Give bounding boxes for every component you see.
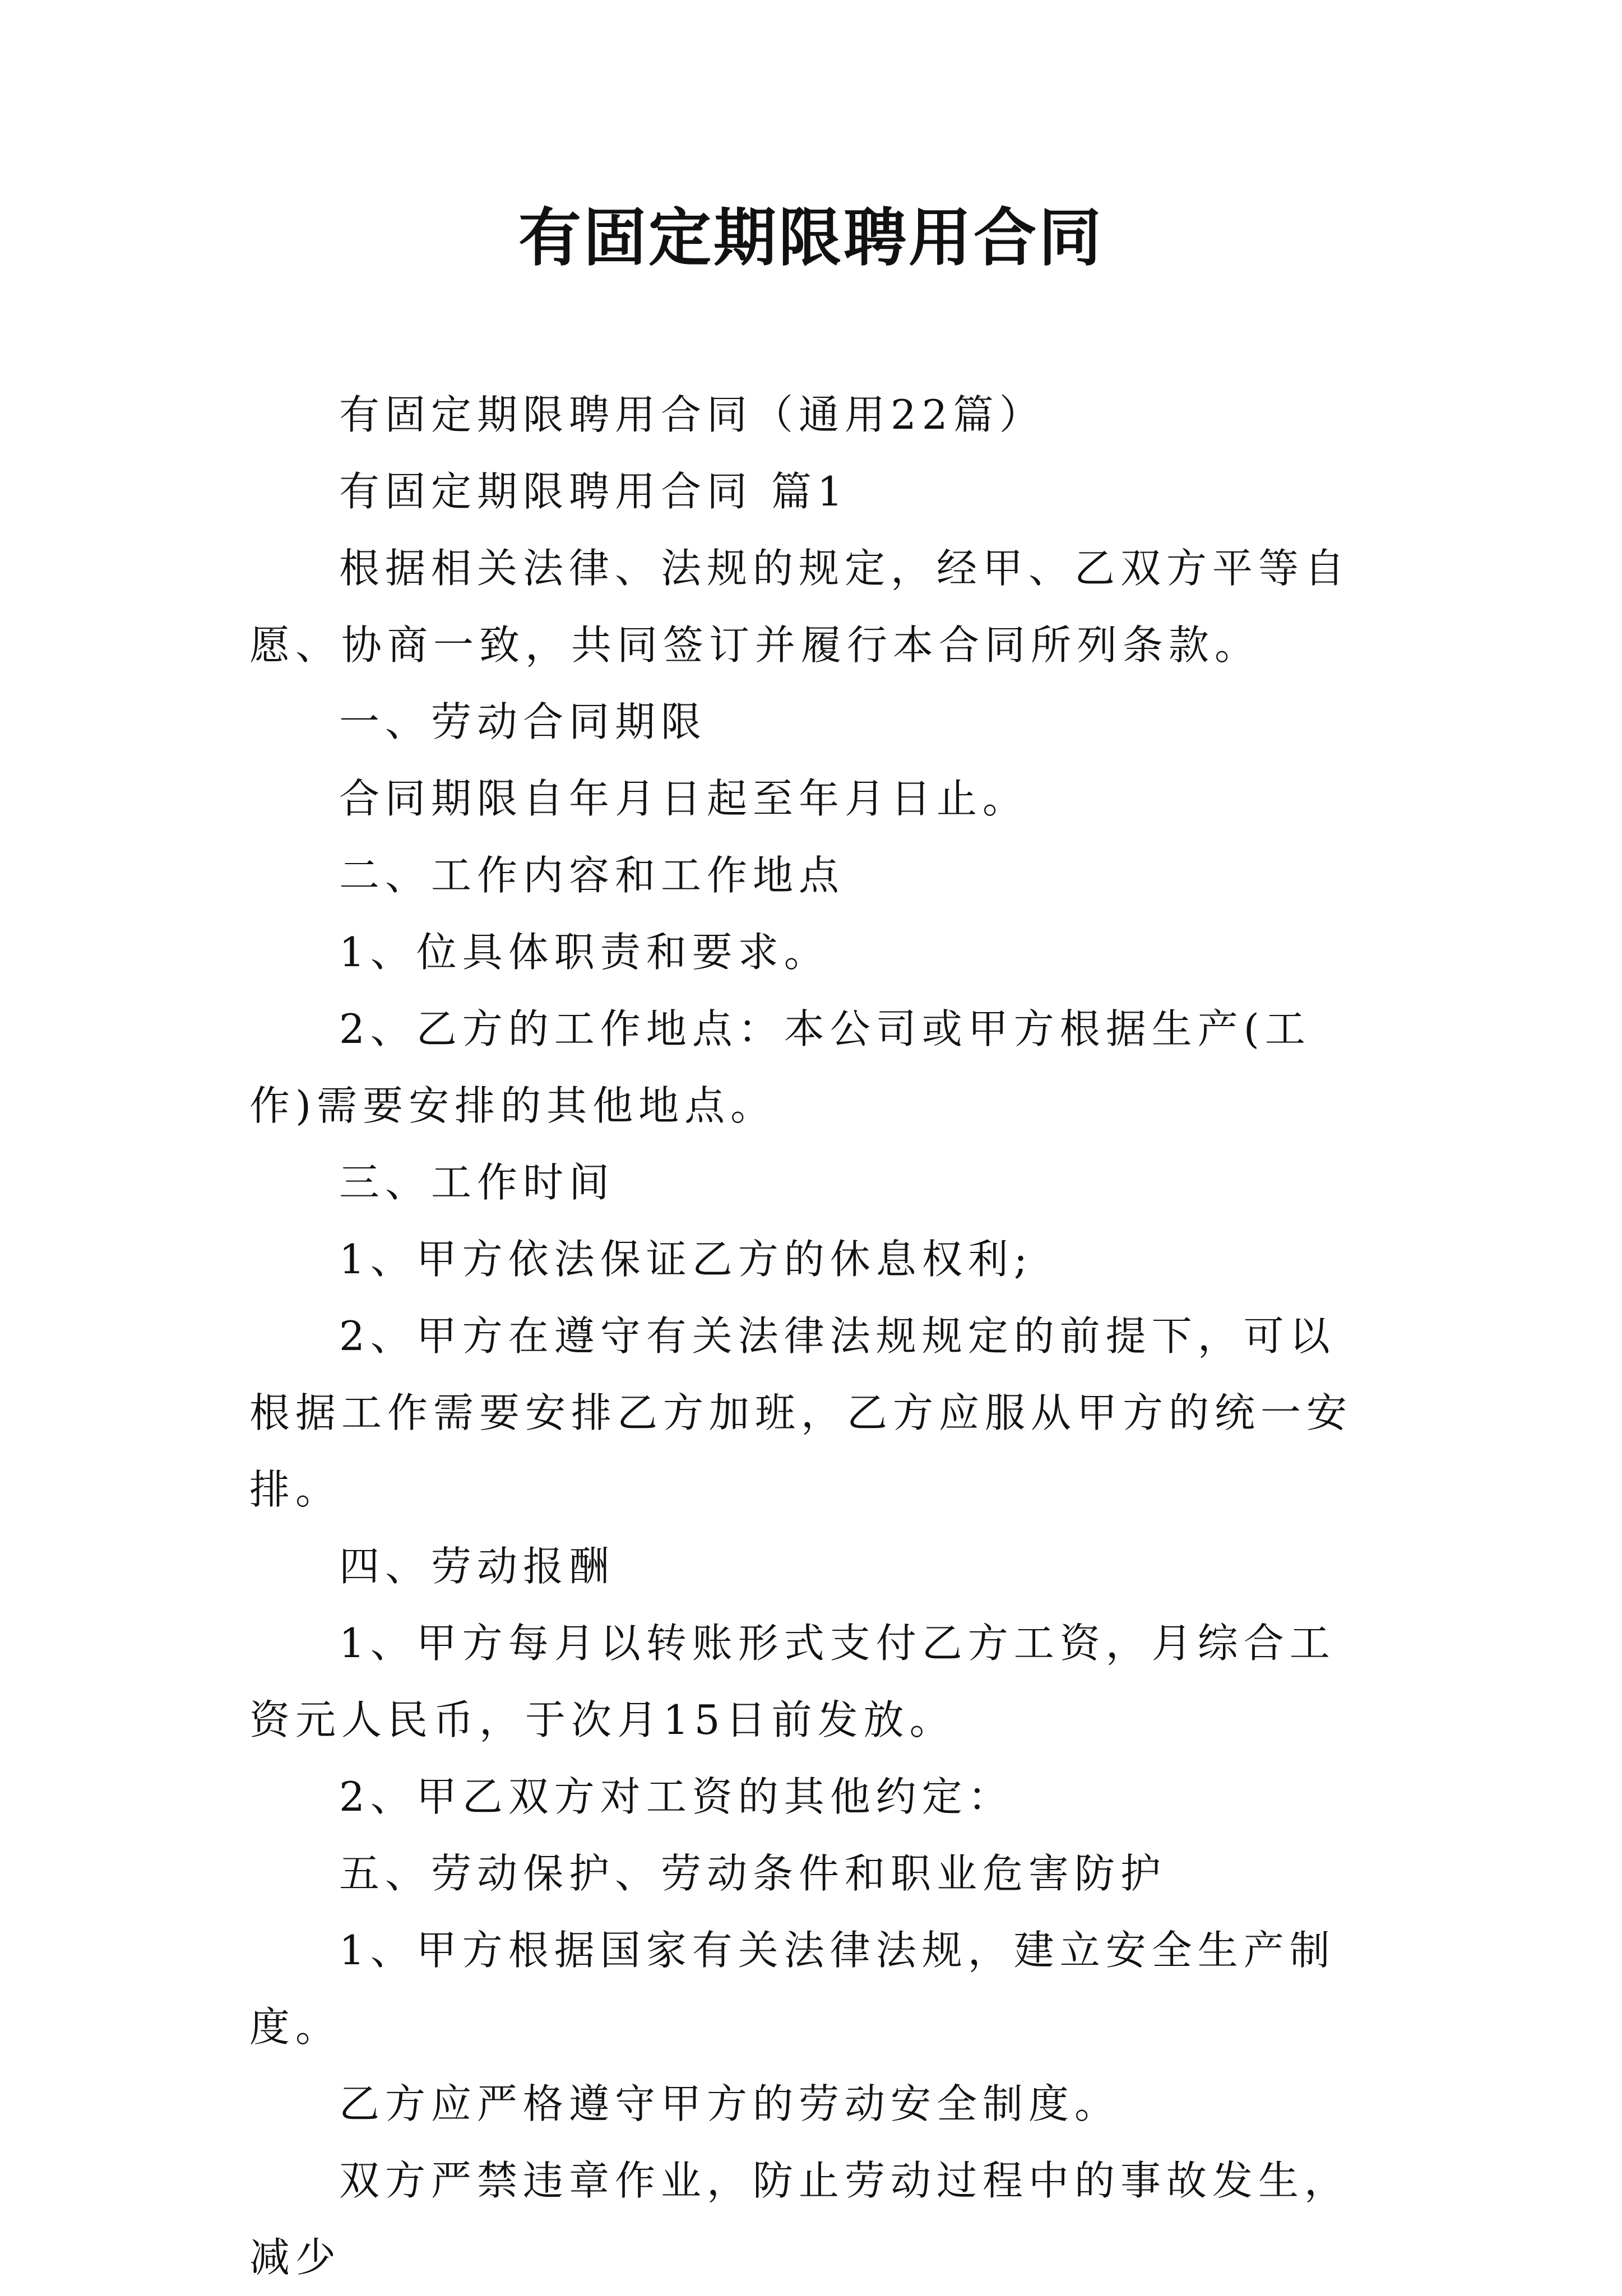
paragraph: 一、劳动合同期限 — [339, 698, 707, 745]
paragraph: 有固定期限聘用合同 篇1 — [339, 468, 849, 515]
paragraph: 1、甲方根据国家有关法律法规，建立安全生产制度。 — [249, 1927, 1336, 2051]
paragraph: 双方严禁违章作业，防止劳动过程中的事故发生，减少 — [249, 2157, 1351, 2281]
paragraph: 1、甲方每月以转账形式支付乙方工资，月综合工资元人民币，于次月15日前发放。 — [249, 1620, 1336, 1743]
paragraph: 四、劳动报酬 — [339, 1543, 615, 1590]
document-title: 有固定期限聘用合同 — [518, 201, 1104, 275]
document-body — [249, 377, 1376, 2296]
paragraph: 2、甲乙双方对工资的其他约定： — [339, 1773, 1014, 1820]
paragraph: 有固定期限聘用合同（通用22篇） — [339, 391, 1045, 438]
paragraph: 五、劳动保护、劳动条件和职业危害防护 — [339, 1850, 1167, 1897]
paragraph: 2、乙方的工作地点：本公司或甲方根据生产(工作)需要安排的其他地点。 — [249, 1005, 1311, 1129]
paragraph: 1、甲方依法保证乙方的休息权利; — [339, 1236, 1034, 1283]
paragraph: 1、位具体职责和要求。 — [339, 929, 830, 976]
paragraph: 2、甲方在遵守有关法律法规规定的前提下，可以根据工作需要安排乙方加班，乙方应服从甲方的统一安排。 — [249, 1312, 1353, 1513]
paragraph: 根据相关法律、法规的规定，经甲、乙双方平等自愿、协商一致，共同签订并履行本合同所列条款。 — [249, 545, 1351, 669]
paragraph: 合同期限自年月日起至年月日止。 — [339, 775, 1029, 822]
paragraph: 乙方应严格遵守甲方的劳动安全制度。 — [339, 2080, 1121, 2127]
paragraph: 二、工作内容和工作地点 — [339, 852, 845, 899]
paragraph: 三、工作时间 — [339, 1159, 615, 1206]
